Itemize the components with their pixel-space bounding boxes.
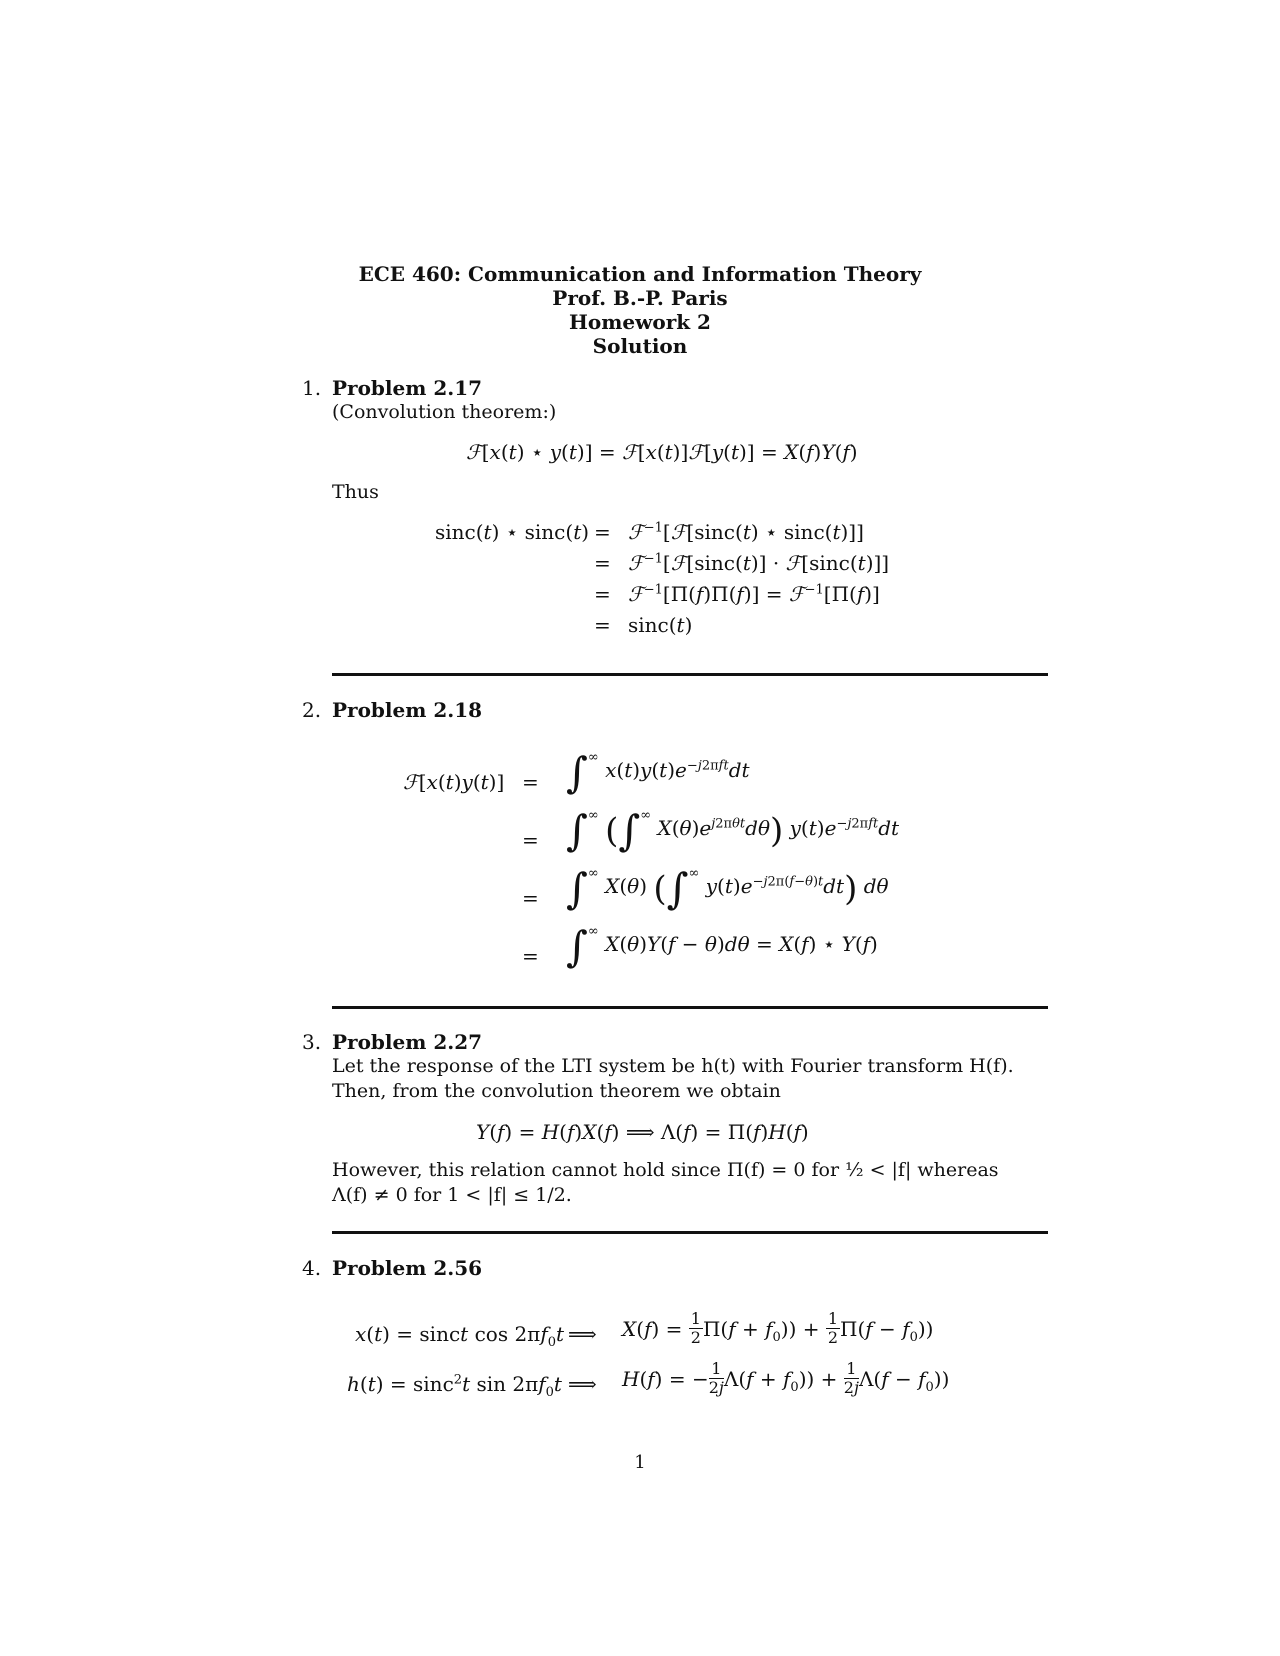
equals-sign: = — [522, 886, 539, 910]
section-divider — [332, 1006, 1048, 1009]
problem-1-number: 1. — [302, 376, 322, 400]
problem-1-intro: (Convolution theorem:) — [332, 401, 557, 423]
equals-sign: = — [522, 828, 539, 852]
x-f-transform: X(f) = $\frac{1}{2}$ $\Pi(f + f_0)$) + $\frac{1}{2}$ $\Pi(f - f_0)$) — [622, 1309, 934, 1347]
h-f-transform: H(f) = − $\frac{1}{2j}$ $\Lambda(f + f_0)$) + $\frac{1}{2j}$ $\Lambda(f - f_0)$) — [622, 1359, 950, 1397]
professor-name: Prof. B.-P. Paris — [552, 286, 728, 310]
equals-sign: = — [522, 944, 539, 968]
implies-arrow: ⟹ — [568, 1372, 597, 1396]
problem-2-number: 2. — [302, 698, 322, 722]
equals-sign: = — [594, 520, 611, 544]
problem-4-number: 4. — [302, 1256, 322, 1280]
problem-3-number: 3. — [302, 1030, 322, 1054]
problem-1-thus: Thus — [332, 481, 379, 503]
problem-3-text-2: Then, from the convolution theorem we obtain — [332, 1080, 781, 1102]
equals-sign: = — [594, 582, 611, 606]
fourier-product-lhs: ℱ[x(t)y(t)] — [403, 770, 505, 794]
integral-line-2: ∫∞ (∫∞ $X(\theta)e^{j2\pi\theta t}d\theta$) $y(t)e^{-j2\pi ft}dt$ — [566, 806, 900, 855]
solution-label: Solution — [592, 334, 688, 358]
equals-sign: = — [522, 770, 539, 794]
sinc-rhs-2: ℱ$^{-1}$[ℱ[sinc(t)] · ℱ[sinc(t)]] — [628, 551, 890, 575]
convolution-theorem-equation: ℱ[x(t) ⋆ y(t)] = ℱ[x(t)]ℱ[y(t)] = X(f)Y(f) — [466, 440, 858, 464]
integral-line-4: ∫∞ X(θ)Y(f − θ)dθ = X(f) ⋆ Y(f) — [566, 922, 878, 971]
integral-line-1: ∫∞ $x(t)y(t)e^{-j2\pi ft}dt$ — [566, 748, 750, 797]
sinc-rhs-3: ℱ$^{-1}$[Π(f)Π(f)] = ℱ$^{-1}$[Π(f)] — [628, 582, 880, 606]
course-title: ECE 460: Communication and Information Theory — [358, 262, 922, 286]
sinc-rhs-1: ℱ$^{-1}$[ℱ[sinc(t) ⋆ sinc(t)]] — [628, 520, 864, 544]
sinc-rhs-4: sinc(t) — [628, 613, 693, 637]
integral-line-3: ∫∞ X(θ) (∫∞ $y(t)e^{-j2\pi(f-\theta)t}dt$) dθ — [566, 864, 889, 913]
equals-sign: = — [594, 551, 611, 575]
implies-arrow: ⟹ — [568, 1322, 597, 1346]
problem-3-text-4: Λ(f) ≠ 0 for 1 < |f| ≤ 1/2. — [332, 1184, 572, 1206]
section-divider — [332, 1231, 1048, 1234]
problem-2-title: Problem 2.18 — [332, 698, 483, 722]
problem-1-title: Problem 2.17 — [332, 376, 483, 400]
homework-title: Homework 2 — [569, 310, 711, 334]
problem-3-text-1: Let the response of the LTI system be h(t) with Fourier transform H(f). — [332, 1055, 1014, 1077]
h-t-definition: h(t) = sinc$^2$t $\sin 2\pi f_0t$ — [347, 1372, 562, 1400]
problem-3-title: Problem 2.27 — [332, 1030, 483, 1054]
problem-4-title: Problem 2.56 — [332, 1256, 483, 1280]
x-t-definition: x(t) = sinct $\cos 2\pi f_0t$ — [355, 1322, 565, 1350]
section-divider — [332, 673, 1048, 676]
equals-sign: = — [594, 613, 611, 637]
page-number: 1 — [634, 1452, 646, 1473]
problem-3-text-3: However, this relation cannot hold since Π(f) = 0 for ½ < |f| whereas — [332, 1159, 999, 1181]
lti-equation: Y(f) = H(f)X(f) ⟹ Λ(f) = Π(f)H(f) — [476, 1120, 809, 1144]
sinc-equation-line-1: sinc(t) ⋆ sinc(t) — [435, 520, 590, 544]
